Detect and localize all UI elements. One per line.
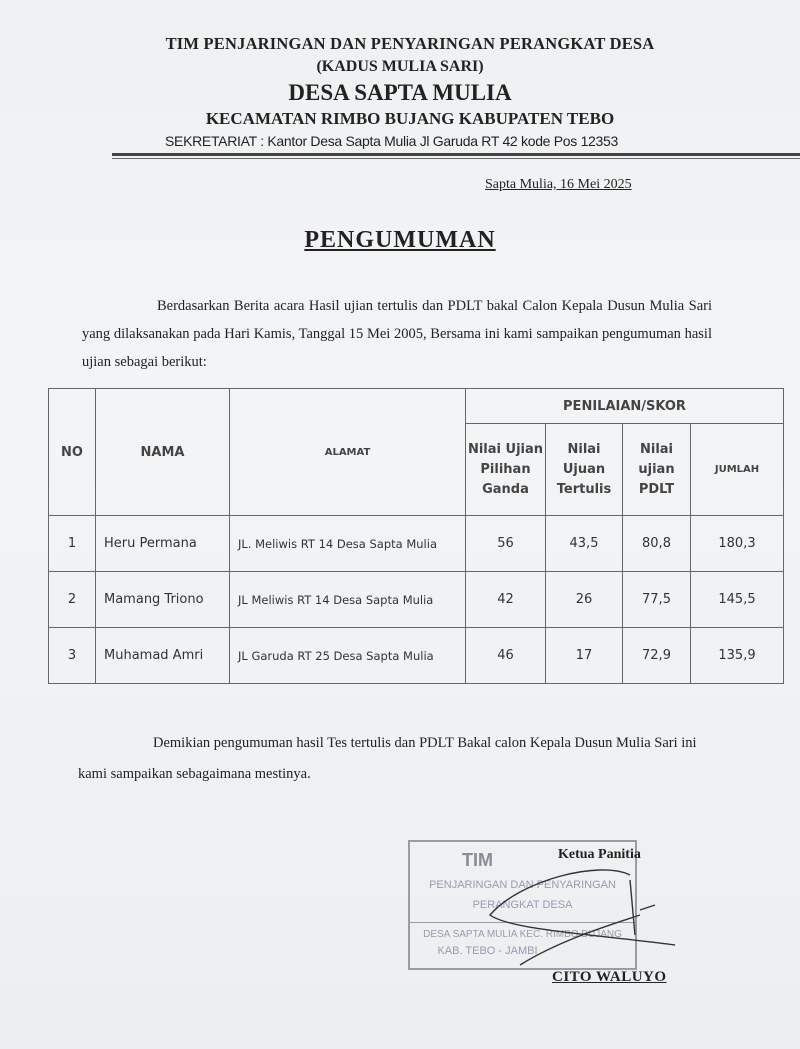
- stamp-line: DESA SAPTA MULIA KEC. RIMBO BUJANG: [423, 929, 622, 940]
- header-nama: NAMA: [96, 389, 230, 516]
- cell-alamat: JL Meliwis RT 14 Desa Sapta Mulia: [230, 572, 466, 628]
- stamp-line: TIM: [462, 850, 493, 870]
- header-pilihan-ganda: Nilai Ujian Pilihan Ganda: [466, 424, 546, 516]
- letterhead-line-2: (KADUS MULIA SARI): [316, 58, 484, 75]
- cell-no: 2: [49, 572, 96, 628]
- cell-tertulis: 43,5: [546, 516, 623, 572]
- letter-date: Sapta Mulia, 16 Mei 2025: [485, 177, 632, 192]
- intro-paragraph: Berdasarkan Berita acara Hasil ujian tertulis dan PDLT bakal Calon Kepala Dusun Mulia Sari yang dilaksanakan pada Hari Kamis, Tanggal 15 Mei 2005, Bersama ini kami sampaikan pengumuman hasil ujian sebagai berikut:: [82, 298, 712, 370]
- header-divider-thin: [112, 158, 800, 159]
- cell-pg: 56: [466, 516, 546, 572]
- cell-pg: 42: [466, 572, 546, 628]
- cell-pdlt: 72,9: [623, 628, 691, 684]
- cell-tertulis: 26: [546, 572, 623, 628]
- letterhead-line-1: TIM PENJARINGAN DAN PENYARINGAN PERANGKAT DESA: [165, 34, 655, 53]
- cell-pdlt: 77,5: [623, 572, 691, 628]
- cell-tertulis: 17: [546, 628, 623, 684]
- header-alamat: ALAMAT: [230, 389, 466, 516]
- cell-pg: 46: [466, 628, 546, 684]
- stamp-line: PENJARINGAN DAN PENYARINGAN: [429, 879, 616, 891]
- stamp-line: PERANGKAT DESA: [472, 899, 573, 911]
- document-title-text: PENGUMUMAN: [304, 227, 496, 253]
- header-jumlah: JUMLAH: [691, 424, 784, 516]
- cell-nama: Muhamad Amri: [96, 628, 230, 684]
- letterhead-village: DESA SAPTA MULIA: [288, 80, 512, 105]
- cell-no: 1: [49, 516, 96, 572]
- cell-alamat: JL Garuda RT 25 Desa Sapta Mulia: [230, 628, 466, 684]
- cell-jumlah: 145,5: [691, 572, 784, 628]
- cell-nama: Heru Permana: [96, 516, 230, 572]
- header-tertulis: Nilai Ujuan Tertulis: [546, 424, 623, 516]
- signatory-role: Ketua Panitia: [558, 847, 641, 862]
- results-table: [48, 388, 784, 684]
- closing-paragraph: Demikian pengumuman hasil Tes tertulis dan PDLT Bakal calon Kepala Dusun Mulia Sari ini kami sampaikan sebagaimana mestinya.: [78, 735, 697, 782]
- header-penilaian: PENILAIAN/SKOR: [466, 389, 784, 424]
- table-row: [49, 516, 784, 572]
- header-no: NO: [49, 389, 96, 516]
- letterhead-district: KECAMATAN RIMBO BUJANG KABUPATEN TEBO: [205, 109, 615, 128]
- cell-no: 3: [49, 628, 96, 684]
- document-body: [0, 292, 800, 790]
- header-divider: [112, 153, 800, 156]
- cell-nama: Mamang Triono: [96, 572, 230, 628]
- table-row: [49, 628, 784, 684]
- document-title: [0, 226, 800, 254]
- table-row: [49, 572, 784, 628]
- cell-alamat: JL. Meliwis RT 14 Desa Sapta Mulia: [230, 516, 466, 572]
- stamp-line: KAB. TEBO - JAMBI: [437, 945, 538, 957]
- cell-jumlah: 135,9: [691, 628, 784, 684]
- handwritten-signature: [480, 860, 680, 980]
- secretariat-address: SEKRETARIAT : Kantor Desa Sapta Mulia Jl Garuda RT 42 kode Pos 12353: [165, 133, 618, 149]
- cell-pdlt: 80,8: [623, 516, 691, 572]
- signatory-name: CITO WALUYO: [552, 969, 667, 985]
- cell-jumlah: 180,3: [691, 516, 784, 572]
- header-pdlt: Nilai ujian PDLT: [623, 424, 691, 516]
